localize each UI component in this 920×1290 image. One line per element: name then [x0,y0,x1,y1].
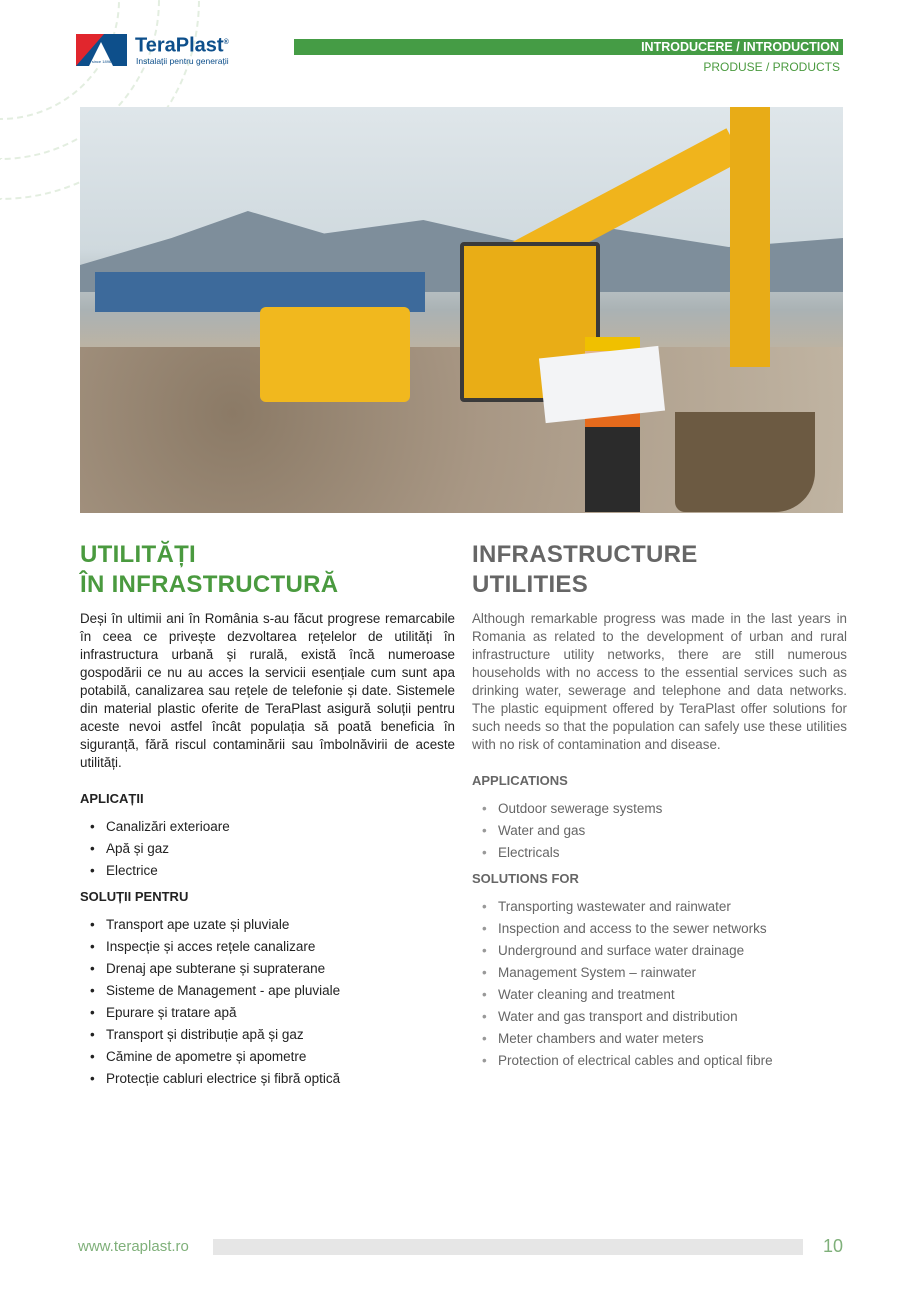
logo-since: since 1896 [91,59,112,64]
applications-list-en [472,798,847,864]
list-item: • Epurare și tratare apă [80,1002,455,1024]
footer-bar [213,1239,803,1255]
list-item: • Electricals [472,842,847,864]
solutions-heading-en: SOLUTIONS FOR [472,871,579,886]
intro-text-ro: Deși în ultimii ani în România s-au făcut progrese remarcabile în ceea ce privește dezvoltarea rețelelor de utilități în infrastructura urbană și rurală, există încă numeroase gospodării ce nu au acces la servicii esențiale cum sunt apa potabilă, canalizarea sau rețele de telefonie și date. Sistemele din material plastic oferite de TeraPlast asigură soluții pentru aceste nevoi astfel încât populația să poată beneficia în siguranță, fără riscul contaminării sau îmbolnăvirii de aceste utilități. [80,611,455,770]
page-number: 10 [823,1236,844,1256]
applications-heading-ro: APLICAȚII [80,791,144,806]
list-item: • Drenaj ape subterane și supraterane [80,958,455,980]
logo-tagline: Instalații pentru generații [136,56,229,66]
solutions-list-en [472,896,847,1072]
logo-name [135,32,229,57]
title-line: INFRASTRUCTURE [472,541,698,568]
list-item: • Sisteme de Management - ape pluviale [80,980,455,1002]
solutions-list-ro [80,914,455,1090]
list-item: • Underground and surface water drainage [472,940,847,962]
excavator-photo [80,107,843,513]
solutions-heading-ro: SOLUȚII PENTRU [80,889,189,904]
list-item: • Canalizări exterioare [80,816,455,838]
website-link[interactable]: www.teraplast.ro [78,1238,189,1255]
list-item: • Transport și distribuție apă și gaz [80,1024,455,1046]
section-header: INTRODUCERE / INTRODUCTION [294,39,843,55]
list-item: • Water and gas [472,820,847,842]
title-line: ÎN INFRASTRUCTURĂ [80,571,339,598]
title-ro [80,540,455,602]
list-item: • Management System – rainwater [472,962,847,984]
list-item: • Protection of electrical cables and optical fibre [472,1050,847,1072]
list-item: • Inspecție și acces rețele canalizare [80,936,455,958]
applications-list-ro [80,816,455,882]
list-item: • Water and gas transport and distribution [472,1006,847,1028]
teraplast-logo [76,34,246,70]
list-item: • Electrice [80,860,455,882]
english-column [472,540,847,1072]
list-item: • Water cleaning and treatment [472,984,847,1006]
brand-mark: ® [223,39,229,46]
title-line: UTILITĂȚI [80,541,197,568]
title-en [472,540,847,602]
subsection-header: PRODUSE / PRODUCTS [703,60,840,74]
list-item: • Protecție cabluri electrice și fibră optică [80,1068,455,1090]
list-item: • Outdoor sewerage systems [472,798,847,820]
applications-heading-en: APPLICATIONS [472,773,568,788]
list-item: • Apă și gaz [80,838,455,860]
romanian-column [80,540,455,1090]
list-item: • Transporting wastewater and rainwater [472,896,847,918]
intro-text-en: Although remarkable progress was made in the last years in Romania as related to the development of urban and rural infrastructure utility networks, there are still numerous households with no access to the essential services such as drinking water, sewerage and telephone and data networks. The plastic equipment offered by TeraPlast offer solutions for such needs so that the population can safely use these utilities with no risk of contamination and disease. [472,611,847,752]
list-item: • Meter chambers and water meters [472,1028,847,1050]
list-item: • Transport ape uzate și pluviale [80,914,455,936]
list-item: • Cămine de apometre și apometre [80,1046,455,1068]
title-line: UTILITIES [472,571,589,598]
brand-name: TeraPlast [135,34,224,57]
list-item: • Inspection and access to the sewer networks [472,918,847,940]
